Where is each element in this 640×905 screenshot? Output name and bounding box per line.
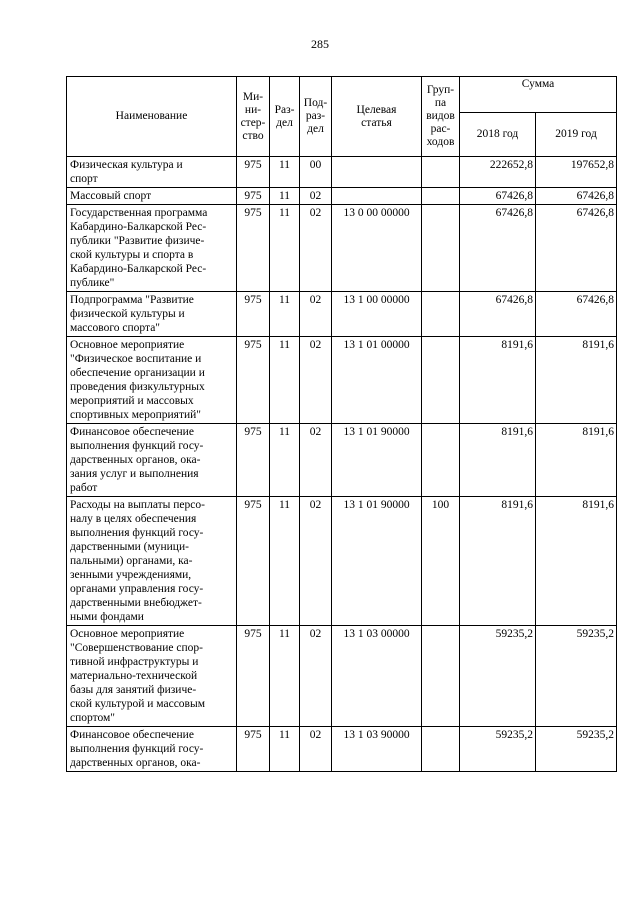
cell-sum-2018: 222652,8 (460, 157, 536, 188)
cell-section: 11 (270, 337, 300, 424)
cell-sum-2018: 8191,6 (460, 497, 536, 626)
cell-expense-type (422, 727, 460, 772)
cell-target-article: 13 1 01 90000 (332, 497, 422, 626)
cell-section: 11 (270, 727, 300, 772)
table-row (67, 292, 617, 337)
cell-sum-2019: 8191,6 (536, 337, 617, 424)
cell-expense-type (422, 188, 460, 205)
cell-sum-2018: 67426,8 (460, 292, 536, 337)
cell-ministry: 975 (237, 157, 270, 188)
header-sum: Сумма (460, 77, 617, 113)
cell-expense-type (422, 205, 460, 292)
table-row (67, 205, 617, 292)
cell-target-article (332, 157, 422, 188)
cell-ministry: 975 (237, 337, 270, 424)
cell-subsection: 02 (300, 205, 332, 292)
cell-section: 11 (270, 292, 300, 337)
table-row (67, 626, 617, 727)
table-row (67, 497, 617, 626)
cell-ministry: 975 (237, 205, 270, 292)
cell-target-article: 13 1 03 00000 (332, 626, 422, 727)
cell-sum-2019: 59235,2 (536, 626, 617, 727)
cell-name: Государственная программа Кабардино-Балкарской Рес- публики "Развитие физиче- ской культуры и спорта в Кабардино-Балкарской Рес- публике" (67, 205, 237, 292)
cell-ministry: 975 (237, 188, 270, 205)
cell-target-article (332, 188, 422, 205)
table-row (67, 424, 617, 497)
table-row (67, 727, 617, 772)
cell-name: Основное мероприятие "Физическое воспитание и обеспечение организации и проведения физкультурных мероприятий и массовых спортивных мероприятий" (67, 337, 237, 424)
cell-target-article: 13 1 01 00000 (332, 337, 422, 424)
table-row (67, 188, 617, 205)
cell-section: 11 (270, 188, 300, 205)
cell-expense-type (422, 157, 460, 188)
cell-target-article: 13 1 01 90000 (332, 424, 422, 497)
cell-subsection: 02 (300, 424, 332, 497)
cell-name: Финансовое обеспечение выполнения функций госу- дарственных органов, ока- зания услуг и выполнения работ (67, 424, 237, 497)
header-subsection: Под- раз- дел (300, 77, 332, 157)
cell-sum-2019: 59235,2 (536, 727, 617, 772)
cell-sum-2019: 197652,8 (536, 157, 617, 188)
cell-section: 11 (270, 626, 300, 727)
cell-section: 11 (270, 157, 300, 188)
cell-expense-type (422, 626, 460, 727)
cell-name: Массовый спорт (67, 188, 237, 205)
cell-sum-2019: 8191,6 (536, 424, 617, 497)
cell-subsection: 02 (300, 188, 332, 205)
cell-section: 11 (270, 205, 300, 292)
cell-sum-2018: 59235,2 (460, 626, 536, 727)
cell-target-article: 13 1 03 90000 (332, 727, 422, 772)
cell-subsection: 00 (300, 157, 332, 188)
cell-sum-2018: 59235,2 (460, 727, 536, 772)
budget-table (66, 76, 617, 772)
cell-sum-2019: 67426,8 (536, 205, 617, 292)
header-year-2018: 2018 год (460, 113, 536, 157)
cell-ministry: 975 (237, 727, 270, 772)
cell-name: Физическая культура и спорт (67, 157, 237, 188)
header-name: Наименование (67, 77, 237, 157)
cell-ministry: 975 (237, 626, 270, 727)
header-year-2019: 2019 год (536, 113, 617, 157)
cell-subsection: 02 (300, 497, 332, 626)
cell-subsection: 02 (300, 292, 332, 337)
cell-subsection: 02 (300, 727, 332, 772)
header-ministry: Ми- ни- стер- ство (237, 77, 270, 157)
header-section: Раз- дел (270, 77, 300, 157)
cell-ministry: 975 (237, 292, 270, 337)
cell-ministry: 975 (237, 497, 270, 626)
cell-sum-2019: 8191,6 (536, 497, 617, 626)
cell-sum-2018: 8191,6 (460, 424, 536, 497)
cell-target-article: 13 1 00 00000 (332, 292, 422, 337)
cell-section: 11 (270, 497, 300, 626)
cell-expense-type (422, 424, 460, 497)
cell-sum-2019: 67426,8 (536, 292, 617, 337)
cell-sum-2019: 67426,8 (536, 188, 617, 205)
cell-section: 11 (270, 424, 300, 497)
header-target-article: Целевая статья (332, 77, 422, 157)
cell-target-article: 13 0 00 00000 (332, 205, 422, 292)
cell-sum-2018: 67426,8 (460, 205, 536, 292)
cell-name: Финансовое обеспечение выполнения функций госу- дарственных органов, ока- (67, 727, 237, 772)
cell-name: Подпрограмма "Развитие физической культуры и массового спорта" (67, 292, 237, 337)
cell-name: Расходы на выплаты персо- налу в целях обеспечения выполнения функций госу- дарственными (муници- пальными) органами, ка- зенными учреждениями, органами управления госу- дарственными внебюджет- ными фондами (67, 497, 237, 626)
cell-ministry: 975 (237, 424, 270, 497)
table-body (67, 157, 617, 772)
cell-expense-type (422, 292, 460, 337)
cell-expense-type (422, 337, 460, 424)
cell-name: Основное мероприятие "Совершенствование спор- тивной инфраструктуры и материально-технической базы для занятий физиче- ской культурой и массовым спортом" (67, 626, 237, 727)
table-row (67, 157, 617, 188)
cell-sum-2018: 8191,6 (460, 337, 536, 424)
cell-subsection: 02 (300, 626, 332, 727)
table-row (67, 337, 617, 424)
cell-expense-type: 100 (422, 497, 460, 626)
cell-subsection: 02 (300, 337, 332, 424)
cell-sum-2018: 67426,8 (460, 188, 536, 205)
page-number: 285 (311, 37, 329, 51)
header-expense-type: Груп- па видов рас- ходов (422, 77, 460, 157)
